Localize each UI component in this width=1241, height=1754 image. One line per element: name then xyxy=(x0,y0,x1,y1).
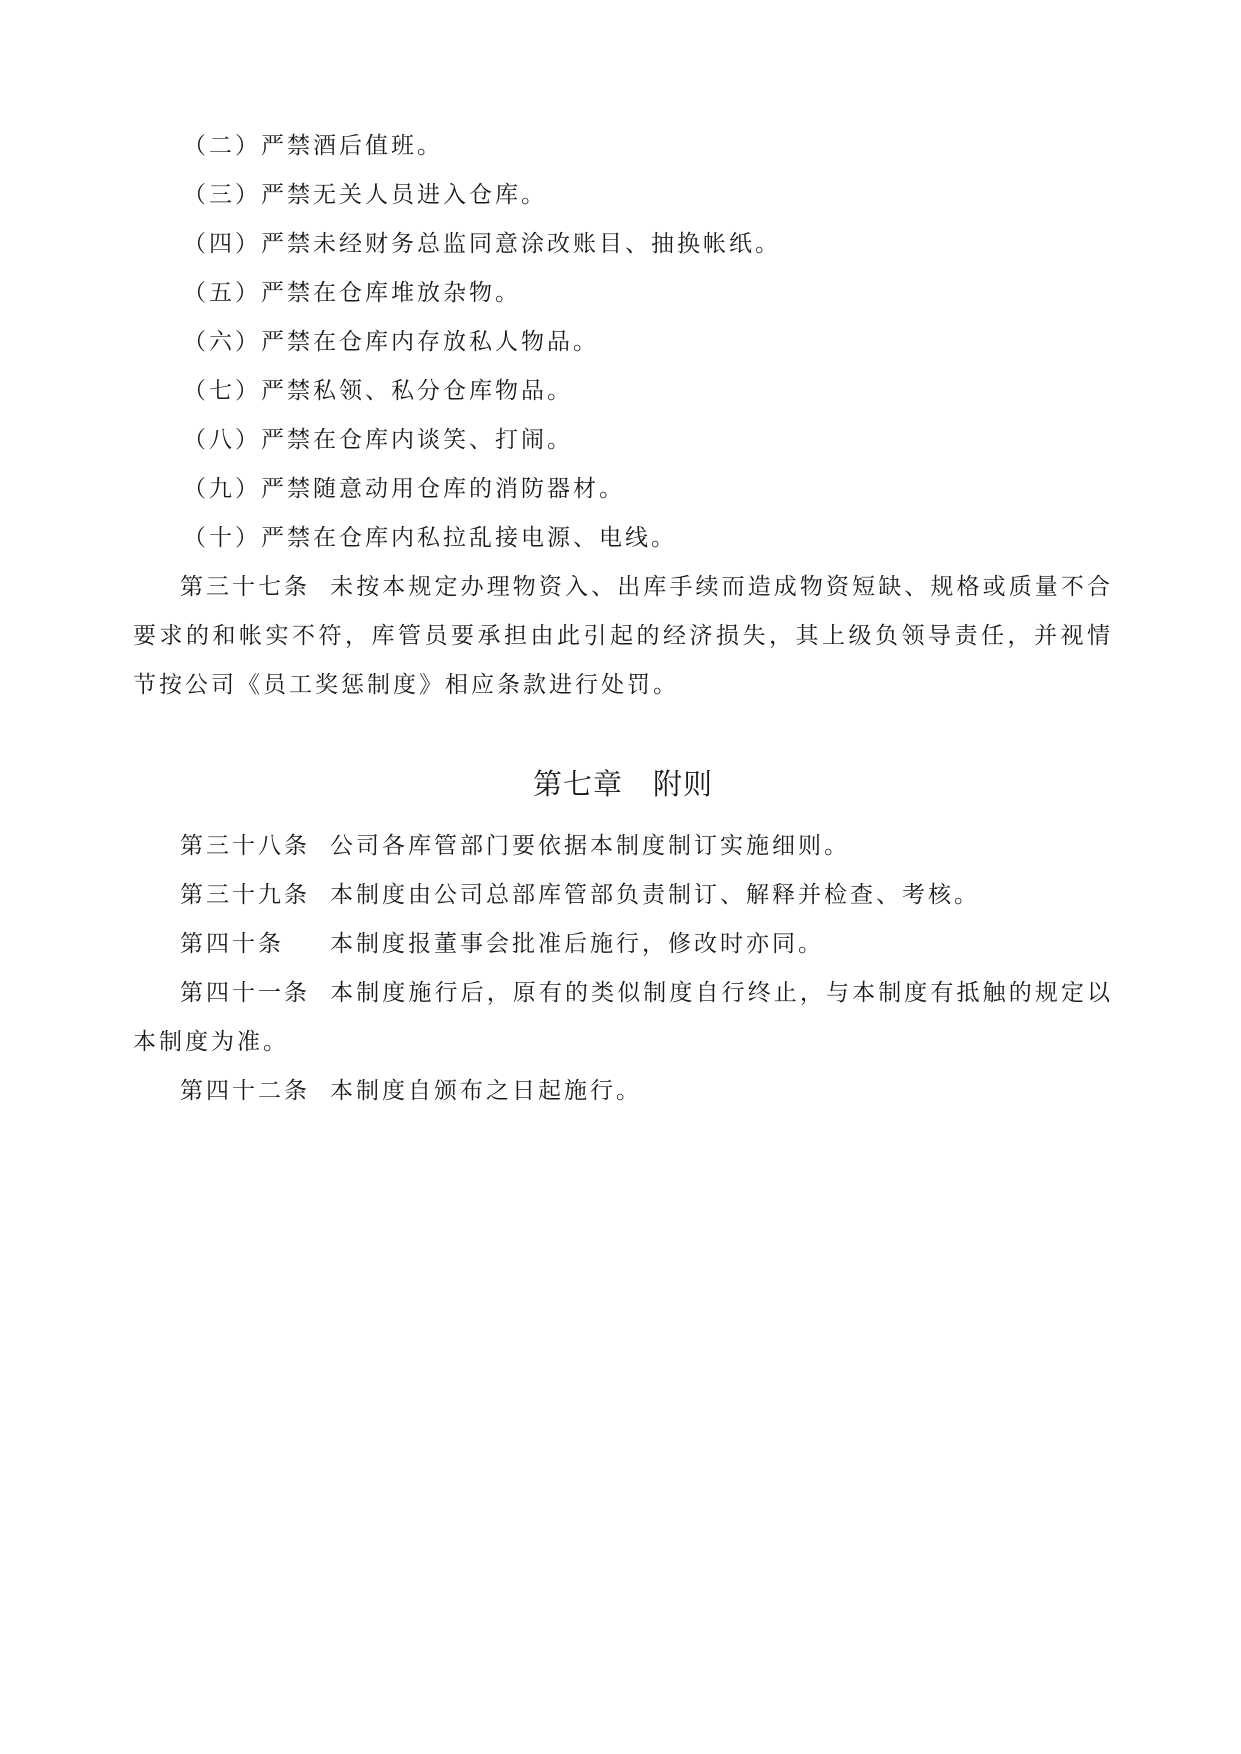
article-number: 第三十七条 xyxy=(180,574,310,600)
article-text: 公司各库管部门要依据本制度制订实施细则。 xyxy=(330,833,850,859)
prohibition-item-4: （四）严禁未经财务总监同意涂改账目、抽换帐纸。 xyxy=(183,231,781,257)
chapter-title: 第七章 附则 xyxy=(532,767,713,801)
article-37 xyxy=(133,563,1113,710)
article-text: 未按本规定办理物资入、出库手续而造成物资短缺、规格或质量不合要求的和帐实不符，库管员要承担由此引起的经济损失，其上级负领导责任，并视情节按公司《员工奖惩制度》相应条款进行处罚。 xyxy=(133,574,1113,698)
prohibition-item-8: （八）严禁在仓库内谈笑、打闹。 xyxy=(183,427,573,453)
article-40 xyxy=(133,920,1113,969)
article-39 xyxy=(133,871,1113,920)
article-number: 第三十九条 xyxy=(180,882,310,908)
article-42 xyxy=(133,1067,1113,1116)
article-number: 第四十二条 xyxy=(180,1078,310,1104)
article-38 xyxy=(133,822,1113,871)
article-text: 本制度报董事会批准后施行，修改时亦同。 xyxy=(330,931,824,957)
article-text: 本制度施行后，原有的类似制度自行终止，与本制度有抵触的规定以本制度为准。 xyxy=(133,980,1113,1055)
article-41 xyxy=(133,969,1113,1067)
prohibition-item-2: （二）严禁酒后值班。 xyxy=(183,133,443,159)
document-body xyxy=(133,122,1113,1116)
article-text: 本制度自颁布之日起施行。 xyxy=(330,1078,642,1104)
article-text: 本制度由公司总部库管部负责制订、解释并检查、考核。 xyxy=(330,882,980,908)
prohibition-item-7: （七）严禁私领、私分仓库物品。 xyxy=(183,378,573,404)
prohibition-item-10: （十）严禁在仓库内私拉乱接电源、电线。 xyxy=(183,525,677,551)
article-number: 第四十一条 xyxy=(180,980,310,1006)
article-number: 第三十八条 xyxy=(180,833,310,859)
prohibition-item-5: （五）严禁在仓库堆放杂物。 xyxy=(183,280,521,306)
article-number: 第四十条 xyxy=(180,931,284,957)
prohibition-item-3: （三）严禁无关人员进入仓库。 xyxy=(183,182,547,208)
prohibition-item-9: （九）严禁随意动用仓库的消防器材。 xyxy=(183,476,625,502)
prohibition-item-6: （六）严禁在仓库内存放私人物品。 xyxy=(183,329,599,355)
